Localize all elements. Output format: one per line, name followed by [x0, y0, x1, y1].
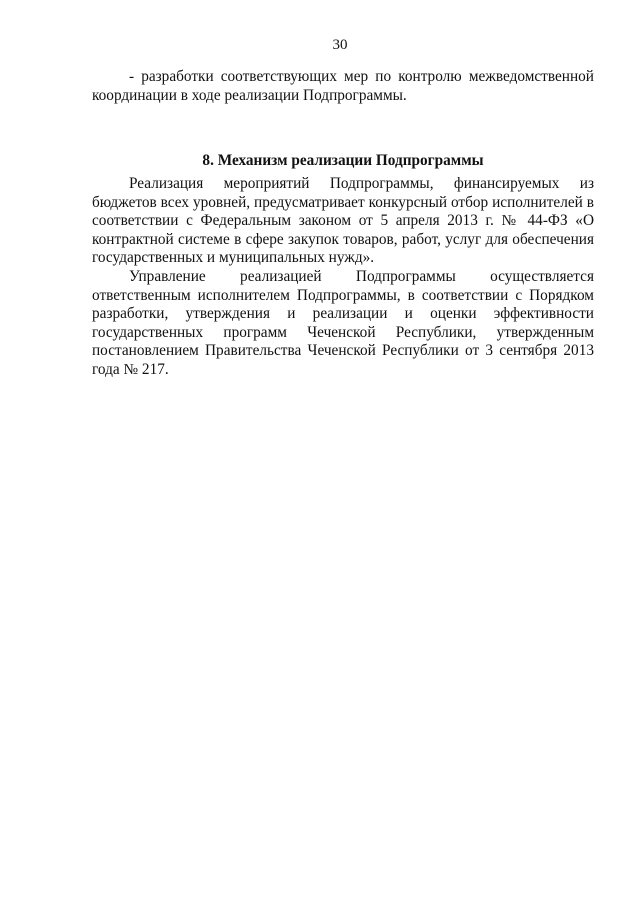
intro-block	[92, 68, 594, 105]
page-number: 30	[332, 37, 348, 53]
section-body	[92, 175, 594, 380]
body-paragraph-2: Управление реализацией Подпрограммы осуществляется ответственным исполнителем Подпрограммы, в соответствии с Порядком разработки, утверждения и реализации и оценки эффективности государственных программ Чеченской Республики, утвержденным постановлением Правительства Чеченской Республики от 3 сентября 2013 года № 217.	[92, 267, 594, 378]
section-heading: 8. Механизм реализации Подпрограммы	[202, 152, 484, 169]
body-paragraph-1: Реализация мероприятий Подпрограммы, финансируемых из бюджетов всех уровней, предусматривает конкурсный отбор исполнителей в соответствии с Федеральным законом от 5 апреля 2013 г. № 44-ФЗ «О контрактной системе в сфере закупок товаров, работ, услуг для обеспечения государственных и муниципальных нужд».	[92, 175, 594, 267]
intro-paragraph: - разработки соответствующих мер по контролю межведомственной координации в ходе реализации Подпрограммы.	[92, 68, 594, 104]
